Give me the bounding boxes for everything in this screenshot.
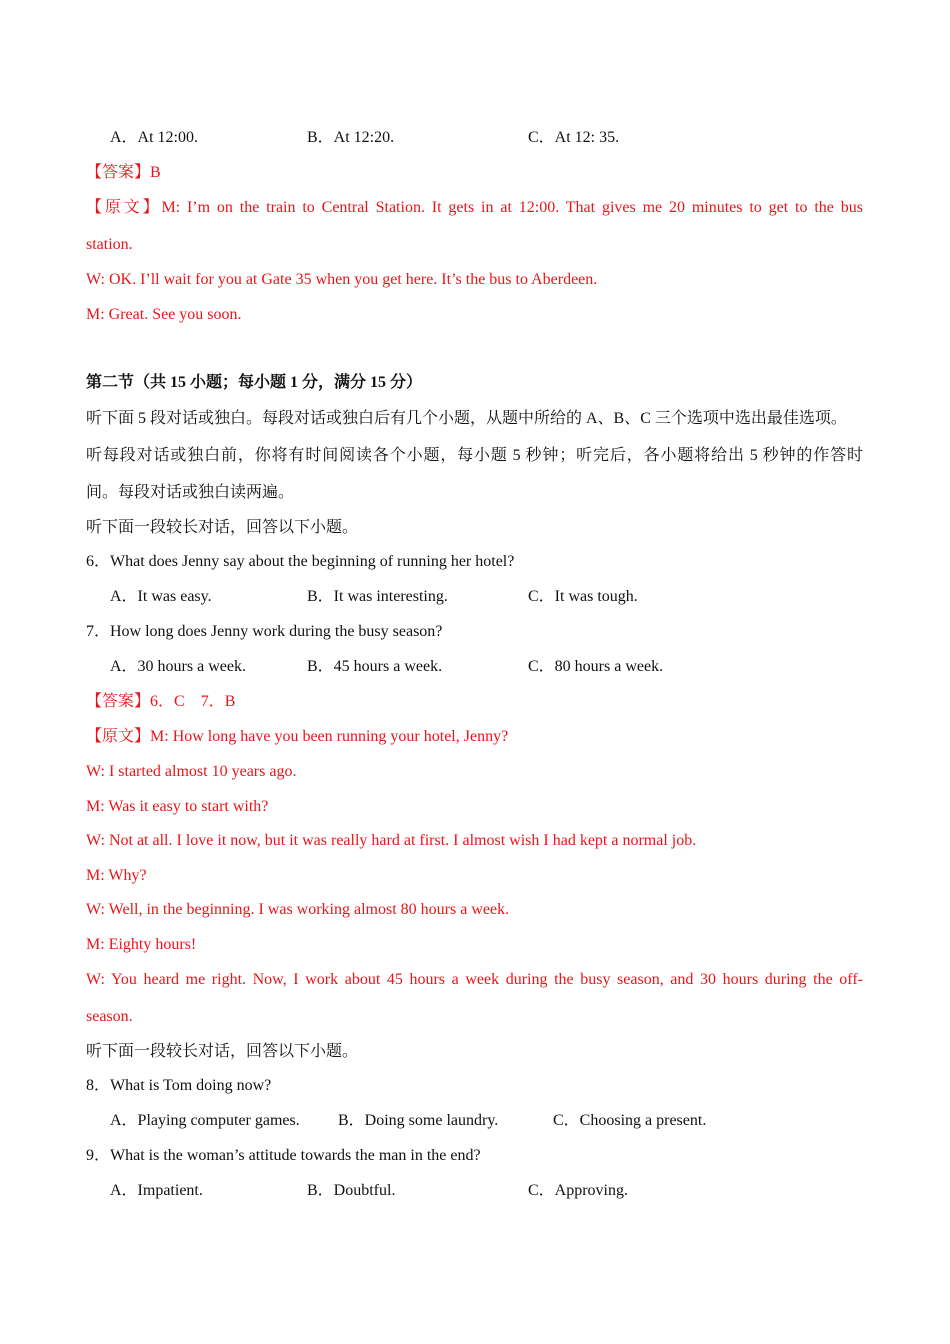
q67-transcript-line2: W: I started almost 10 years ago.: [86, 763, 297, 780]
q5-transcript-line1-cont: station.: [86, 236, 133, 253]
q5-option-b: B．At 12:20.: [307, 129, 395, 146]
q8-option-a: A．Playing computer games.: [110, 1112, 300, 1129]
q67-transcript-line7: M: Eighty hours!: [86, 936, 197, 953]
q5-option-c: C．At 12: 35.: [528, 129, 620, 146]
q9-option-b: B．Doubtful.: [307, 1182, 396, 1199]
transcript-text: M: I’m on the train to Central Station. It gets in at 12:00. That gives me 20 minutes to get to the bus: [161, 199, 863, 216]
q67-transcript-line8: [86, 970, 863, 990]
q8-option-b: B．Doing some laundry.: [338, 1112, 499, 1129]
q67-transcript-line8-cont: season.: [86, 1008, 133, 1025]
dialog-intro: 听下面一段较长对话，回答以下小题。: [86, 1043, 359, 1060]
q7-question: 7．How long does Jenny work during the busy season?: [86, 623, 443, 640]
answer-label: 【答案】: [86, 693, 151, 710]
q67-transcript-line5: M: Why?: [86, 867, 147, 884]
q5-transcript-line3: M: Great. See you soon.: [86, 306, 242, 323]
q67-transcript-line6: W: Well, in the beginning. I was working almost 80 hours a week.: [86, 901, 510, 918]
answer-value: 6．C 7．B: [150, 693, 236, 710]
q5-transcript-line1: [86, 198, 863, 218]
q6-question: 6．What does Jenny say about the beginning of running her hotel?: [86, 553, 515, 570]
q67-answer: [86, 692, 235, 712]
section-instructions-1: 听下面 5 段对话或独白。每段对话或独白后有几个小题，从题中所给的 A、B、C 三个选项中选出最佳选项。: [86, 410, 847, 427]
section-instructions-2: [86, 446, 863, 466]
q6-option-a: A．It was easy.: [110, 588, 212, 605]
q7-option-b: B．45 hours a week.: [307, 658, 443, 675]
q7-option-c: C．80 hours a week.: [528, 658, 664, 675]
transcript-label: 【原文】: [86, 199, 162, 216]
transcript-label: 【原文】: [86, 728, 151, 745]
transcript-text: W: You heard me right. Now, I work about 45 hours a week during the busy season, and 30 hours during the off-: [86, 971, 863, 988]
q6-option-b: B．It was interesting.: [307, 588, 448, 605]
q5-option-a: A．At 12:00.: [110, 129, 199, 146]
q7-option-a: A．30 hours a week.: [110, 658, 246, 675]
transcript-text: M: How long have you been running your hotel, Jenny?: [150, 728, 509, 745]
q9-question: 9．What is the woman’s attitude towards the man in the end?: [86, 1147, 481, 1164]
q5-transcript-line2: W: OK. I’ll wait for you at Gate 35 when you get here. It’s the bus to Aberdeen.: [86, 271, 598, 288]
q67-transcript-line3: M: Was it easy to start with?: [86, 798, 269, 815]
section-heading: 第二节（共 15 小题；每小题 1 分，满分 15 分）: [86, 374, 423, 391]
dialog-intro: 听下面一段较长对话，回答以下小题。: [86, 519, 359, 536]
q5-answer: [86, 163, 161, 183]
q67-transcript-line1: [86, 727, 508, 747]
section-instructions-3: 间。每段对话或独白读两遍。: [86, 484, 295, 501]
q67-transcript-line4: W: Not at all. I love it now, but it was really hard at first. I almost wish I had kept a normal job.: [86, 832, 697, 849]
instr2-text: 听每段对话或独白前，你将有时间阅读各个小题，每小题 5 秒钟；听完后，各小题将给出 5 秒钟的作答时: [86, 447, 863, 464]
q9-option-c: C．Approving.: [528, 1182, 629, 1199]
q9-option-a: A．Impatient.: [110, 1182, 203, 1199]
answer-label: 【答案】: [86, 164, 151, 181]
answer-value: B: [150, 164, 161, 181]
q8-option-c: C．Choosing a present.: [553, 1112, 707, 1129]
q8-question: 8．What is Tom doing now?: [86, 1077, 272, 1094]
q6-option-c: C．It was tough.: [528, 588, 638, 605]
